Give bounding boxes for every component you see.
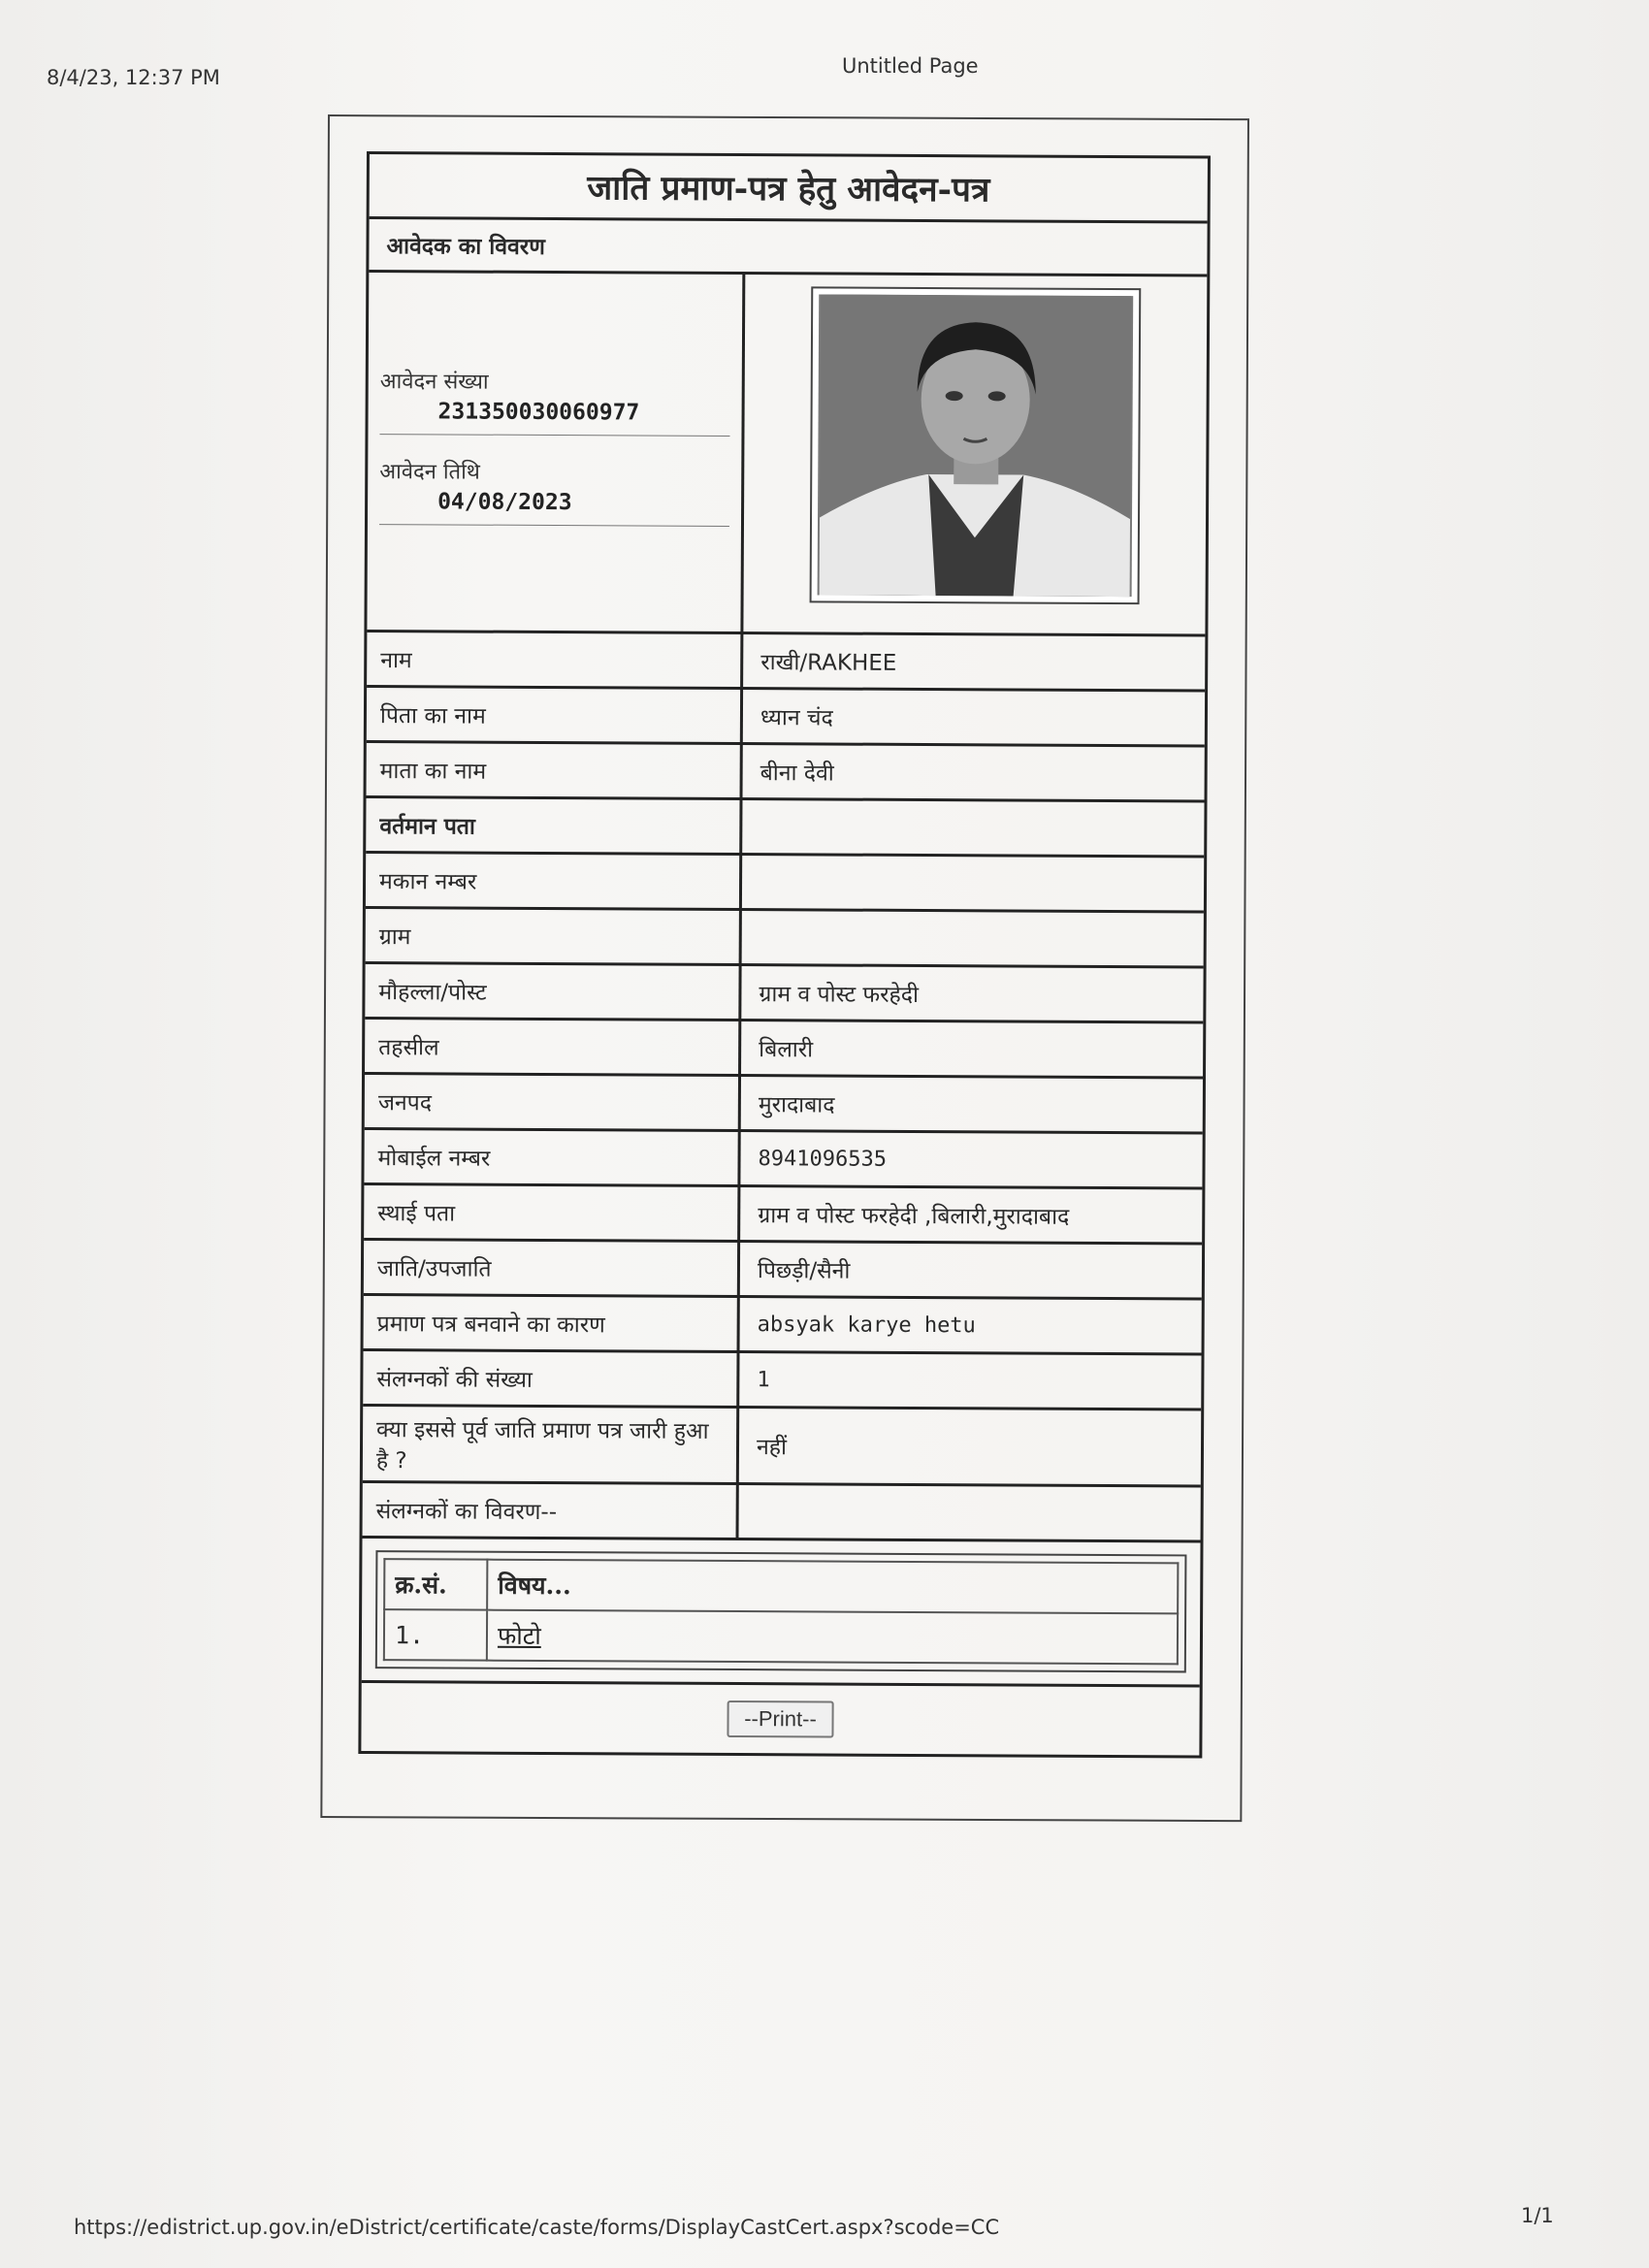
print-datetime: 8/4/23, 12:37 PM: [47, 66, 220, 89]
district-value: मुरादाबाद: [758, 1092, 835, 1118]
current-address-value: [742, 800, 1204, 855]
locality-post-label: मौहल्ला/पोस्ट: [365, 964, 741, 1019]
mother-name-value: बीना देवी: [760, 761, 834, 787]
row-caste: [364, 1241, 1202, 1301]
reason-value: absyak karye hetu: [757, 1312, 976, 1338]
caste-value: पिछड़ी/सैनी: [757, 1258, 851, 1284]
row-house-number: [366, 854, 1204, 914]
row-tehsil: [365, 1020, 1203, 1080]
permanent-address-value: ग्राम व पोस्ट फरहेदी ,बिलारी,मुरादाबाद: [758, 1203, 1070, 1230]
attachments-table: [383, 1558, 1180, 1665]
attachments-box: [375, 1550, 1187, 1672]
attachments-row: [362, 1539, 1201, 1688]
previous-certificate-label: क्या इससे पूर्व जाति प्रमाण पत्र जारी हुआ है ?: [363, 1407, 739, 1482]
row-name: [367, 632, 1205, 693]
mobile-label: मोबाईल नम्बर: [364, 1130, 740, 1184]
father-name-value: ध्यान चंद: [760, 705, 833, 731]
applicant-photo-frame: [810, 286, 1142, 604]
caste-label: जाति/उपजाति: [364, 1241, 740, 1295]
application-number: 231350030060977: [437, 399, 640, 426]
row-village: [366, 909, 1204, 969]
permanent-address-label: स्थाई पता: [364, 1185, 740, 1240]
row-mother-name: [367, 743, 1205, 803]
previous-certificate-value: नहीं: [756, 1435, 788, 1461]
row-current-address: [366, 798, 1204, 859]
serial-header: क्र.सं.: [384, 1559, 487, 1610]
mobile-value: 8941096535: [758, 1146, 888, 1172]
tehsil-value: बिलारी: [759, 1037, 814, 1063]
form-title: जाति प्रमाण-पत्र हेतु आवेदन-पत्र: [370, 154, 1208, 224]
print-button[interactable]: --Print--: [727, 1701, 834, 1738]
person-photo-icon: [818, 294, 1134, 597]
print-row: [361, 1683, 1199, 1756]
row-district: [365, 1075, 1203, 1135]
print-page-number: 1/1: [1521, 2204, 1554, 2227]
district-label: जनपद: [365, 1075, 741, 1129]
divider: [379, 524, 729, 527]
locality-post-value: ग्राम व पोस्ट फरहेदी: [759, 982, 920, 1008]
house-number-value: [742, 856, 1204, 910]
current-address-label: वर्तमान पता: [366, 798, 742, 853]
subject-header: विषय...: [487, 1560, 1178, 1614]
attachment-count-value: 1: [757, 1367, 770, 1392]
attachments-header: [384, 1559, 1178, 1613]
application-date-label: आवेदन तिथि: [379, 460, 480, 485]
row-father-name: [367, 688, 1205, 748]
attachment-subject-cell: [487, 1610, 1178, 1665]
application-header-row: [367, 273, 1207, 637]
village-label: ग्राम: [366, 909, 742, 963]
application-form-table: [358, 151, 1211, 1759]
attachment-serial: 1.: [384, 1609, 487, 1661]
name-label: नाम: [367, 632, 743, 687]
reason-label: प्रमाण पत्र बनवाने का कारण: [364, 1296, 740, 1350]
application-number-label: आवेदन संख्या: [379, 370, 489, 395]
applicant-photo: [818, 294, 1134, 597]
table-row: [384, 1609, 1178, 1664]
application-date: 04/08/2023: [437, 489, 572, 516]
section-heading: आवेदक का विवरण: [369, 219, 1207, 277]
row-permanent-address: [364, 1185, 1202, 1246]
divider: [379, 434, 729, 437]
row-reason: [364, 1296, 1202, 1356]
row-attachment-count: [363, 1351, 1201, 1411]
photo-cell: [743, 275, 1207, 633]
attachment-photo-link[interactable]: फोटो: [497, 1621, 541, 1650]
print-url: https://edistrict.up.gov.in/eDistrict/certificate/caste/forms/DisplayCastCert.aspx?scode=CC: [74, 2216, 1000, 2239]
tehsil-label: तहसील: [365, 1020, 741, 1074]
print-page-title: Untitled Page: [842, 54, 979, 78]
row-mobile: [364, 1130, 1202, 1190]
name-value: राखी/RAKHEE: [760, 650, 897, 676]
attachment-details-label: संलग्नकों का विवरण--: [363, 1483, 739, 1538]
application-info: [367, 273, 745, 632]
row-attachment-details: [363, 1483, 1201, 1543]
village-value: [742, 911, 1204, 965]
house-number-label: मकान नम्बर: [366, 854, 742, 908]
attachment-count-label: संलग्नकों की संख्या: [363, 1351, 739, 1406]
row-previous-certificate: [363, 1407, 1201, 1488]
mother-name-label: माता का नाम: [367, 743, 743, 797]
attachment-details-value: [739, 1485, 1201, 1539]
row-locality-post: [365, 964, 1203, 1024]
father-name-label: पिता का नाम: [367, 688, 743, 742]
